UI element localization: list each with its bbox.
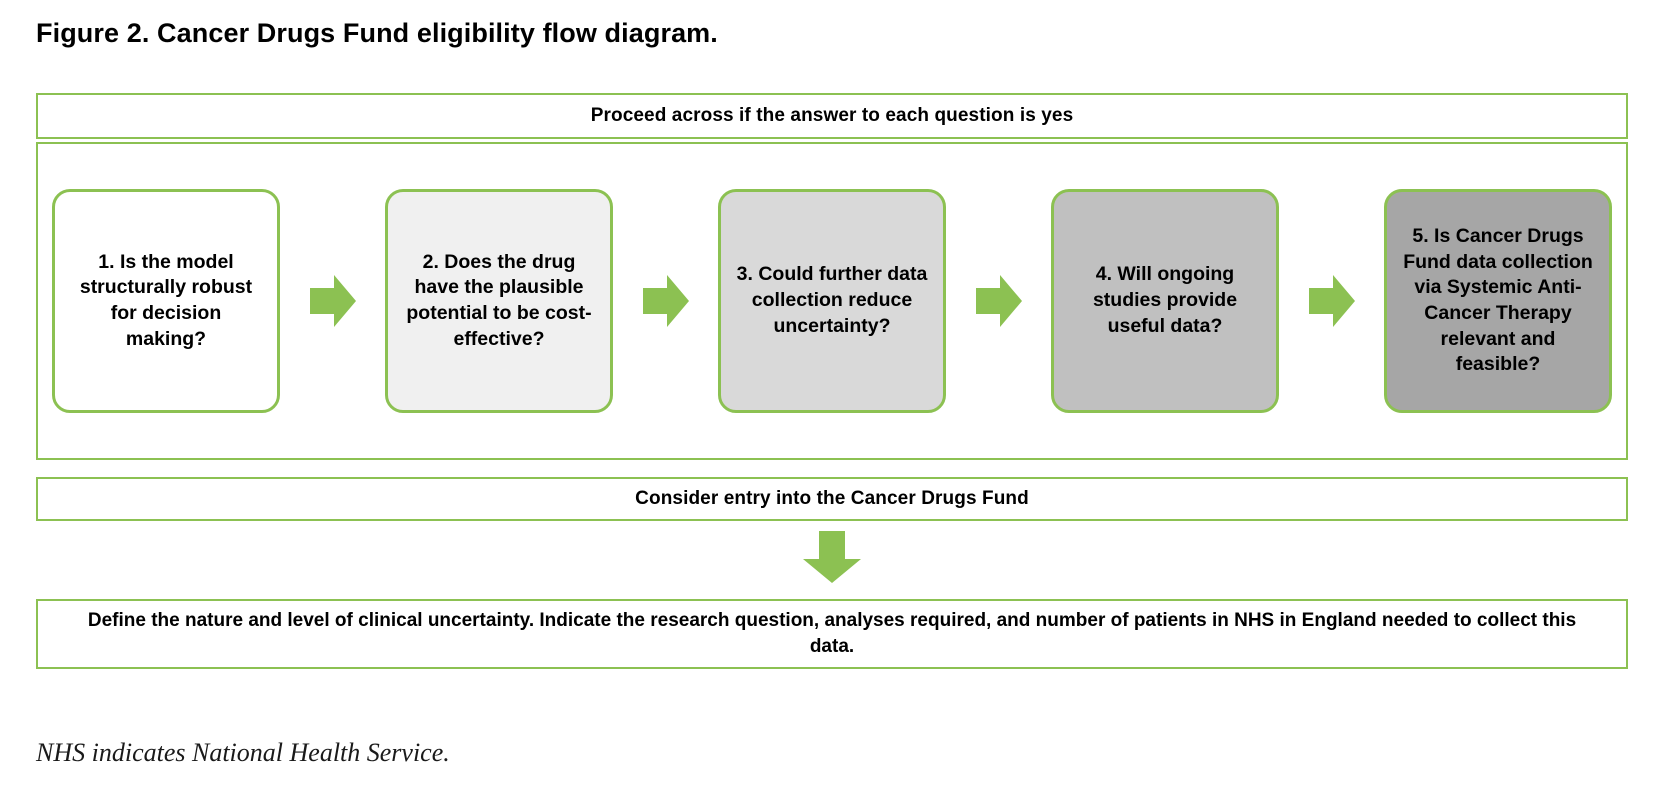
arrow-right-icon [643,275,689,327]
arrow-down-wrap [36,521,1628,599]
arrow-right-icon [976,275,1022,327]
footer-statement-box: Define the nature and level of clinical uncertainty. Indicate the research question, analyses required, and number of patients in NHS in England needed to collect this data. [36,599,1628,669]
arrow-right-icon [310,275,356,327]
top-banner: Proceed across if the answer to each question is yes [36,93,1628,139]
figure-title: Figure 2. Cancer Drugs Fund eligibility flow diagram. [36,18,718,48]
flow-diagram [36,93,1628,669]
arrow-down-icon [803,531,861,589]
steps-frame [36,142,1628,460]
step-box-4: 4. Will ongoing studies provide useful data? [1051,189,1279,413]
step-box-1: 1. Is the model structurally robust for decision making? [52,189,280,413]
consider-entry-banner: Consider entry into the Cancer Drugs Fund [36,477,1628,521]
arrow-right-icon [1309,275,1355,327]
step-box-5: 5. Is Cancer Drugs Fund data collection via Systemic Anti-Cancer Therapy relevant and feasible? [1384,189,1612,413]
step-box-2: 2. Does the drug have the plausible potential to be cost-effective? [385,189,613,413]
figure-caption: NHS indicates National Health Service. [36,738,450,767]
step-box-3: 3. Could further data collection reduce uncertainty? [718,189,946,413]
